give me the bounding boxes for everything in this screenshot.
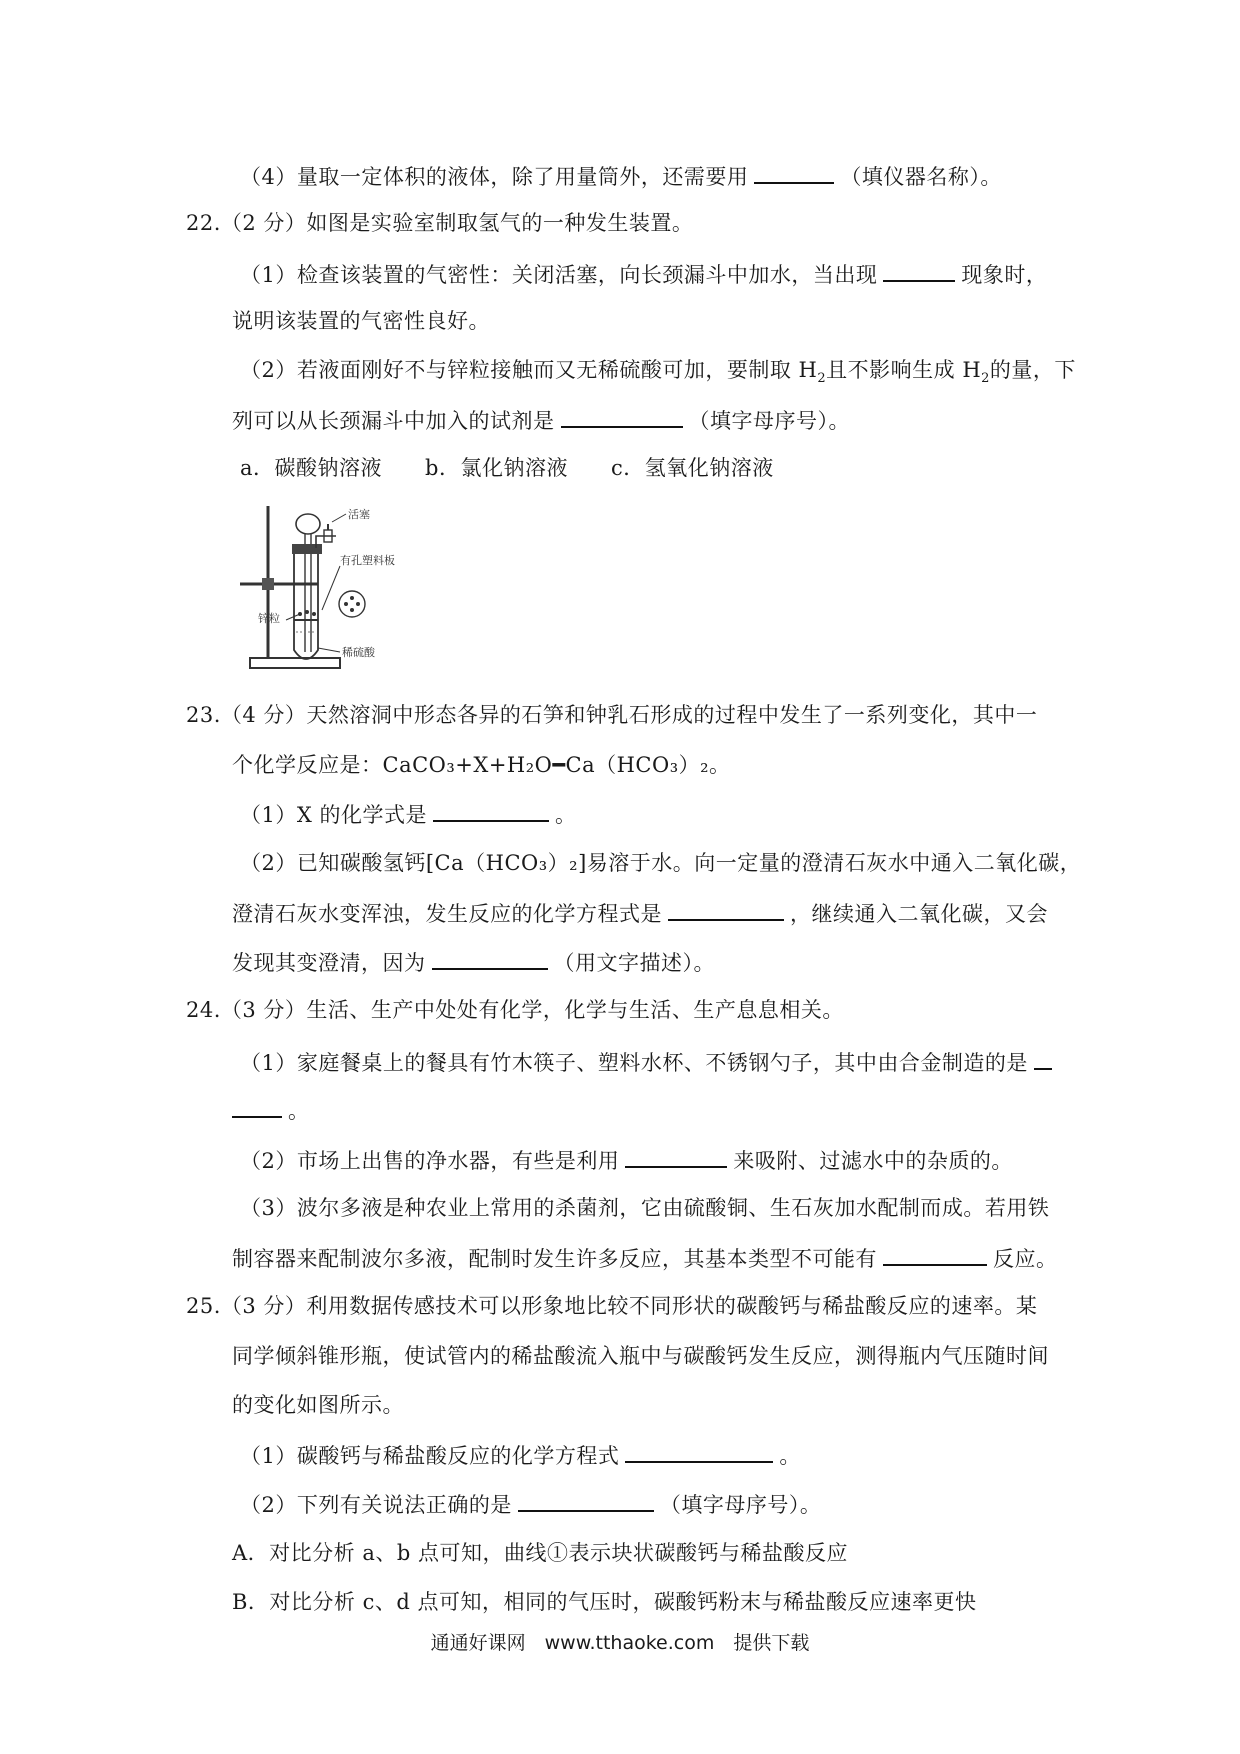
q22-part2-continued	[232, 404, 850, 436]
apparatus-svg	[236, 500, 476, 678]
q24-part1	[240, 1046, 1058, 1078]
zinc-granule	[312, 612, 316, 616]
answer-blank	[625, 1439, 773, 1463]
q23-equation: 个化学反应是：CaCO₃+X+H₂O━Ca（HCO₃）₂。	[232, 753, 731, 777]
q24-part3-continued	[232, 1242, 1058, 1274]
q22-part2-cont-text: 列可以从长颈漏斗中加入的试剂是	[232, 409, 555, 433]
q25-continued-1: 同学倾斜锥形瓶，使试管内的稀盐酸流入瓶中与碳酸钙发生反应，测得瓶内气压随时间	[232, 1344, 1049, 1368]
q22-part2-mid: 且不影响生成 H	[826, 358, 982, 382]
answer-blank	[518, 1488, 654, 1512]
q25-option-a: A．对比分析 a、b 点可知，曲线①表示块状碳酸钙与稀盐酸反应	[232, 1541, 848, 1565]
answer-blank	[432, 946, 548, 970]
q23-part2-continued	[232, 897, 1048, 929]
plate-magnified	[339, 591, 365, 617]
q24-heading: 24.（3 分）生活、生产中处处有化学，化学与生活、生产息息相关。	[186, 998, 844, 1022]
q22-part1-text: （1）检查该装置的气密性：关闭活塞，向长颈漏斗中加水，当出现	[240, 263, 878, 287]
q23-part1	[240, 798, 577, 830]
answer-blank	[754, 160, 834, 184]
q22-part2-text: （2）若液面刚好不与锌粒接触而又无稀硫酸可加，要制取 H	[240, 358, 818, 382]
answer-blank	[883, 1242, 987, 1266]
q23-part1-text: （1）X 的化学式是	[240, 803, 427, 827]
q25-part1-text: （1）碳酸钙与稀盐酸反应的化学方程式	[240, 1444, 620, 1468]
q22-part1-continued: 说明该装置的气密性良好。	[232, 309, 490, 333]
label-zinc: 锌粒	[258, 612, 280, 625]
label-plate: 有孔塑料板	[340, 554, 395, 567]
q25-part2	[240, 1488, 821, 1520]
q22-part2-cont-tail: （填字母序号）。	[688, 409, 850, 433]
reaction-tube	[294, 550, 318, 659]
stand-base	[250, 658, 340, 668]
q24-part1-tail: 。	[288, 1099, 310, 1123]
answer-blank	[625, 1144, 727, 1168]
q25-continued-2: 的变化如图所示。	[232, 1393, 404, 1417]
zinc-granule	[305, 610, 309, 614]
q24-part1-text: （1）家庭餐桌上的餐具有竹木筷子、塑料水杯、不锈钢勺子，其中由合金制造的是	[240, 1051, 1028, 1075]
q24-part1-continued	[232, 1094, 310, 1126]
q21-part4-tail: （填仪器名称）。	[840, 165, 1002, 189]
q25-part2-tail: （填字母序号）。	[659, 1493, 822, 1517]
answer-blank	[561, 404, 683, 428]
q25-part2-text: （2）下列有关说法正确的是	[240, 1493, 512, 1517]
q24-part2-text: （2）市场上出售的净水器，有些是利用	[240, 1149, 620, 1173]
answer-blank	[883, 258, 955, 282]
label-valve: 活塞	[348, 508, 370, 521]
q23-heading: 23.（4 分）天然溶洞中形态各异的石笋和钟乳石形成的过程中发生了一系列变化，其中一	[186, 703, 1038, 727]
q22-part2	[240, 355, 1076, 394]
q25-part1	[240, 1439, 801, 1471]
q21-part4	[240, 160, 1002, 192]
q23-part2-cont2-text: 发现其变澄清，因为	[232, 951, 426, 975]
q21-part4-text: （4）量取一定体积的液体，除了用量筒外，还需要用	[240, 165, 749, 189]
q23-part2-cont2-tail: （用文字描述）。	[553, 951, 715, 975]
q25-heading: 25.（3 分）利用数据传感技术可以形象地比较不同形状的碳酸钙与稀盐酸反应的速率。某	[186, 1294, 1038, 1318]
q25-part1-tail: 。	[779, 1444, 801, 1468]
subscript: 2	[817, 371, 827, 387]
q24-part2-tail: 来吸附、过滤水中的杂质的。	[733, 1149, 1013, 1173]
answer-blank	[1034, 1046, 1052, 1070]
answer-blank	[668, 897, 784, 921]
hydrogen-apparatus-figure	[236, 500, 476, 678]
q23-part2: （2）已知碳酸氢钙[Ca（HCO₃）₂]易溶于水。向一定量的澄清石灰水中通入二氧化碳，	[240, 851, 1082, 875]
q24-part3: （3）波尔多液是种农业上常用的杀菌剂，它由硫酸铜、生石灰加水配制而成。若用铁	[240, 1196, 1050, 1220]
q23-part2-continued-2	[232, 946, 715, 978]
q22-heading: 22.（2 分）如图是实验室制取氢气的一种发生装置。	[186, 211, 694, 235]
funnel-bulb	[296, 514, 320, 534]
q24-part3-cont-tail: 反应。	[993, 1247, 1058, 1271]
q22-part1-tail: 现象时，	[961, 263, 1048, 287]
page-footer: 通通好课网 www.tthaoke.com 提供下载	[430, 1632, 810, 1654]
q24-part2	[240, 1144, 1013, 1176]
q22-part1	[240, 258, 1047, 290]
answer-blank	[433, 798, 549, 822]
rubber-stopper	[292, 544, 322, 554]
q24-part3-cont-text: 制容器来配制波尔多液，配制时发生许多反应，其基本类型不可能有	[232, 1247, 877, 1271]
q23-part1-tail: 。	[555, 803, 577, 827]
q23-part2-cont-tail: ，继续通入二氧化碳，又会	[790, 902, 1048, 926]
clamp-holder	[262, 578, 274, 590]
subscript: 2	[981, 371, 990, 387]
answer-blank	[232, 1094, 282, 1118]
q22-part2-tail: 的量，下	[989, 358, 1076, 382]
q22-options: a．碳酸钠溶液 b．氯化钠溶液 c．氢氧化钠溶液	[240, 456, 774, 480]
q25-option-b: B．对比分析 c、d 点可知，相同的气压时，碳酸钙粉末与稀盐酸反应速率更快	[232, 1590, 977, 1614]
label-acid: 稀硫酸	[342, 646, 375, 659]
q23-part2-cont-text: 澄清石灰水变浑浊，发生反应的化学方程式是	[232, 902, 662, 926]
